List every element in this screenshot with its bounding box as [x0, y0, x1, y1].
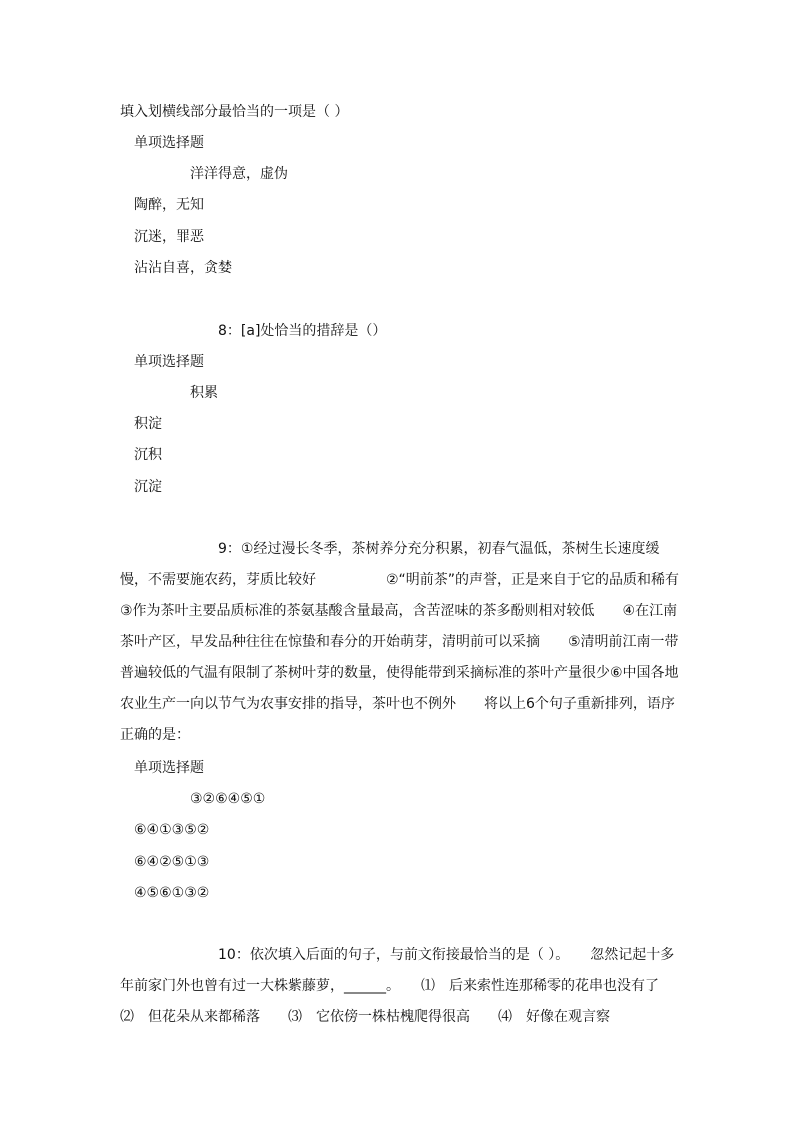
q8-option-c: 沉积	[134, 447, 162, 463]
q7-stem: 填入划横线部分最恰当的一项是（ ）	[120, 104, 349, 120]
q8-type: 单项选择题	[134, 354, 204, 370]
q8-stem: 8：[a]处恰当的措辞是（）	[218, 323, 387, 339]
q7-option-d: 沾沾自喜，贪婪	[134, 260, 232, 276]
q9-option-d: ④⑤⑥①③②	[134, 885, 210, 901]
q7-option-c: 沉迷，罪恶	[134, 229, 204, 245]
q9-option-b: ⑥④①③⑤②	[134, 822, 210, 838]
q7-option-b: 陶醉，无知	[134, 197, 204, 213]
q9-option-a: ③②⑥④⑤①	[190, 791, 266, 807]
q8-option-b: 积淀	[134, 416, 162, 432]
q7-option-a: 洋洋得意，虚伪	[190, 166, 288, 182]
q10-stem: 10：依次填入后面的句子，与前文衔接最恰当的是（ ）。 忽然记起十多年前家门外也曾有过一大株紫藤萝，______。 ⑴ 后来索性连那稀零的花串也没有了 ⑵ 但花朵从来都稀落 ⑶ 它依傍一株枯槐爬得很高 ⑷ 好像在观言察	[120, 947, 687, 1025]
q8-option-d: 沉淀	[134, 479, 162, 495]
q9-option-c: ⑥④②⑤①③	[134, 854, 210, 870]
q8-option-a: 积累	[190, 385, 218, 401]
q9-type: 单项选择题	[134, 760, 204, 776]
q7-type: 单项选择题	[134, 135, 204, 151]
q9-stem: 9：①经过漫长冬季，茶树养分充分积累，初春气温低，茶树生长速度缓慢，不需要施农药，芽质比较好 ②“明前茶”的声誉，正是来自于它的品质和稀有③作为茶叶主要品质标准的茶氨基酸含量最高，含苦涩味的茶多酚则相对较低 ④在江南茶叶产区，早发品种往往在惊蛰和春分的开始萌芽，清明前可以采摘 ⑤清明前江南一带普遍较低的气温有限制了茶树叶芽的数量，使得能带到采摘标准的茶叶产量很少⑥中国各地农业生产一向以节气为农事安排的指导，茶叶也不例外 将以上6个句子重新排列，语序正确的是：	[120, 541, 680, 743]
